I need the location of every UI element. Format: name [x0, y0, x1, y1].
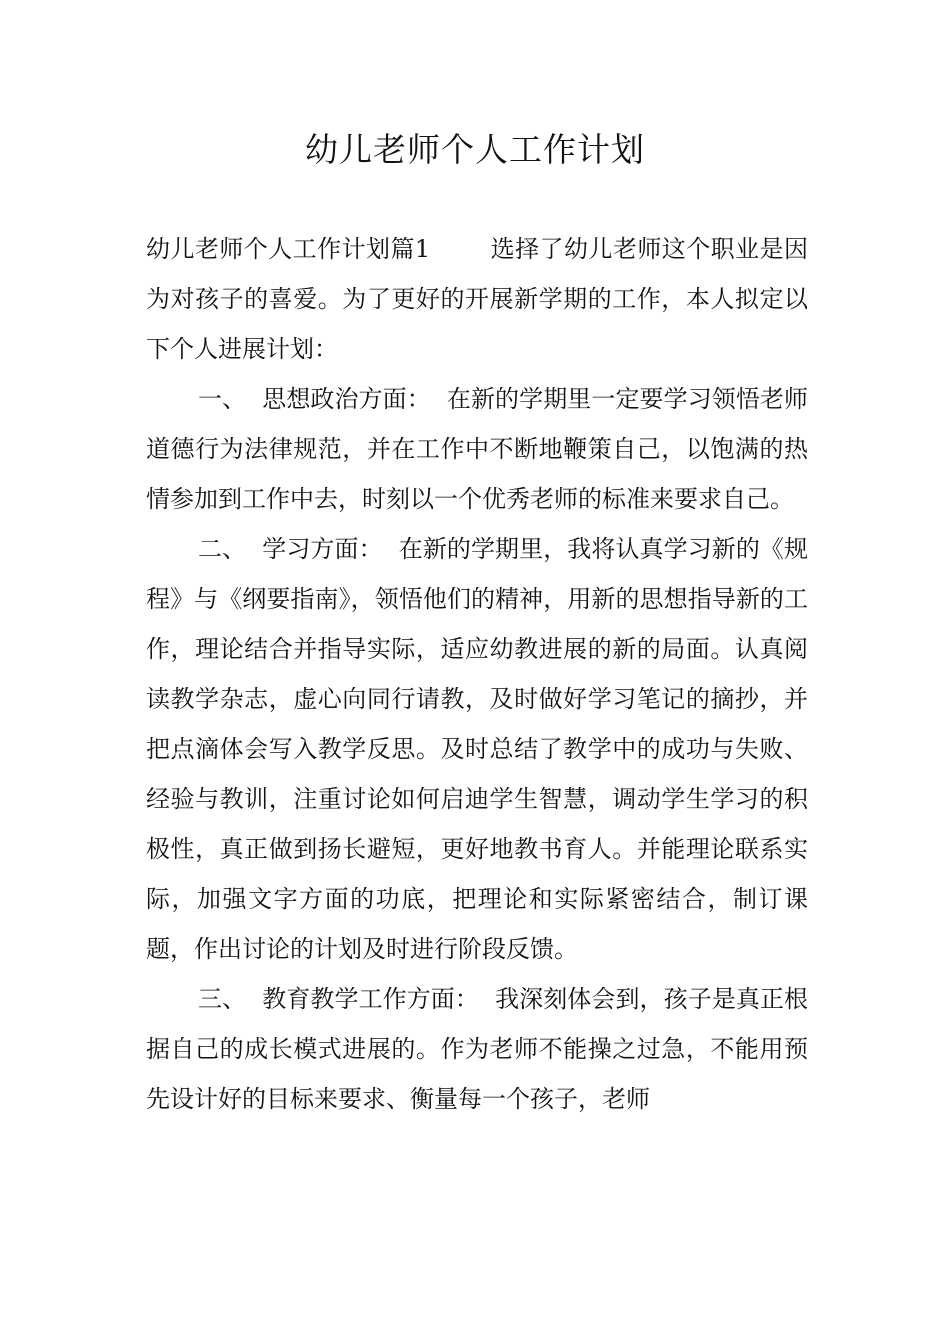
section-heading: 教育教学工作方面：	[262, 985, 479, 1013]
section-paragraph-1	[146, 374, 808, 524]
intro-paragraph	[146, 224, 808, 374]
section-text: 在新的学期里，我将认真学习新的《规程》与《纲要指南》，领悟他们的精神，用新的思想指导新的工作，理论结合并指导实际，适应幼教进展的新的局面。认真阅读教学杂志，虚心向同行请教，及时做好学习笔记的摘抄，并把点滴体会写入教学反思。及时总结了教学中的成功与失败、经验与教训，注重讨论如何启迪学生智慧，调动学生学习的积极性，真正做到扬长避短，更好地教书育人。并能理论联系实际，加强文字方面的功底，把理论和实际紧密结合，制订课题，作出讨论的计划及时进行阶段反馈。	[146, 535, 809, 963]
section-text: 我深刻体会到，孩子是真正根据自己的成长模式进展的。作为老师不能操之过急，不能用预先设计好的目标来要求、衡量每一个孩子，老师	[146, 985, 809, 1113]
intro-text: 选择了幼儿老师这个职业是因为对孩子的喜爱。为了更好的开展新学期的工作，本人拟定以下个人进展计划：	[146, 235, 808, 363]
document-body	[146, 224, 808, 1124]
section-number: 一、	[198, 385, 247, 413]
document-title: 幼儿老师个人工作计划	[305, 130, 645, 169]
section-number: 三、	[198, 985, 247, 1013]
section-number: 二、	[198, 535, 247, 563]
section-paragraph-3	[146, 974, 808, 1124]
section-heading: 学习方面：	[262, 535, 383, 563]
intro-heading: 幼儿老师个人工作计划篇1	[146, 235, 431, 263]
section-paragraph-2	[146, 524, 808, 974]
section-text: 在新的学期里一定要学习领悟老师道德行为法律规范，并在工作中不断地鞭策自己，以饱满的热情参加到工作中去，时刻以一个优秀老师的标准来要求自己。	[146, 385, 809, 513]
section-heading: 思想政治方面：	[262, 385, 431, 413]
